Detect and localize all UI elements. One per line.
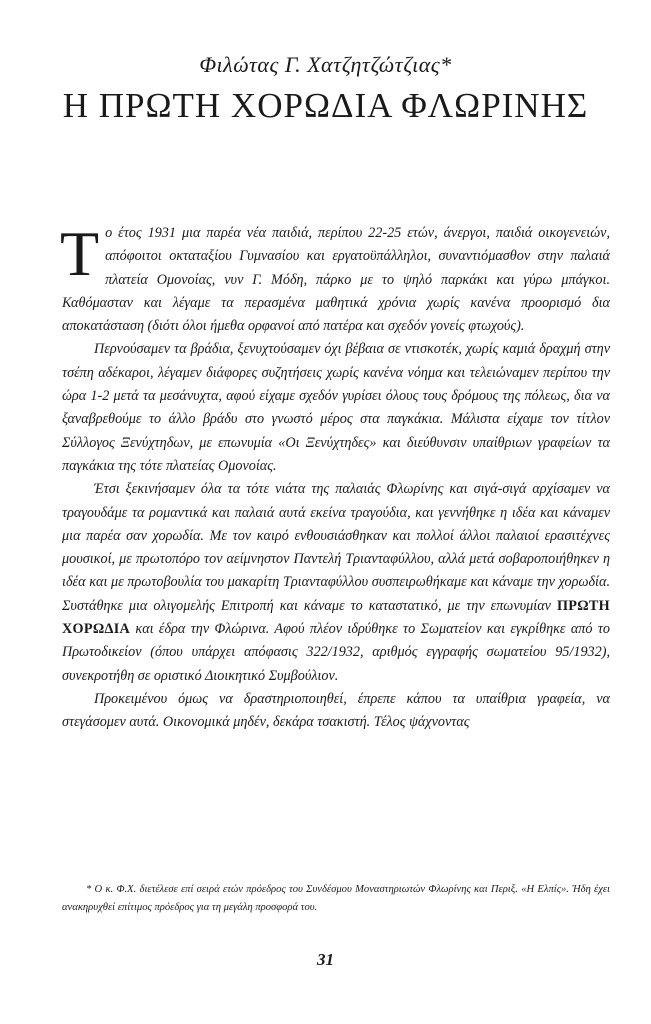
paragraph-1-text: ο έτος 1931 μια παρέα νέα παιδιά, περίπου 22-25 ετών, άνεργοι, παιδιά οικογενειών, απόφοιτοι οκταταξίου Γυμνασίου και εργατοϋπάλληλοι, συναντιόμασθον στην παλαιά πλατεία Ομονοίας, νυν Γ. Μόδη, πάρκο με το ψηλό παρκάκι και γύρω μπάγκοι. Καθόμασταν και λέγαμε τα περασμένα μαθητικά χρόνια χωρίς κανένα προορισμό δια αποκατάσταση (διότι όλοι ήμεθα ορφανοί από πατέρα και σχεδόν γονείς φτωχούς). bbox=[62, 225, 610, 335]
choir-name-bold: ΠΡΩΤΗ ΧΟΡΩΔΙΑ bbox=[62, 597, 610, 638]
paragraph-2: Περνούσαμεν τα βράδια, ξενυχτούσαμεν όχι βέβαια σε ντισκοτέκ, χωρίς καμιά δραχμή στην τσέπη αδέκαροι, λέγαμεν διάφορες συζητήσεις χωρίς κανένα νόημα και τελειώναμεν περίπου την ώρα 1-2 μετά τα μεσάνυχτα, αφού είχαμε σχεδόν γυρίσει όλους τους δρόμους της πόλεως, δια να ξαναβρεθούμε το άλλο βράδυ στο γνωστό μέρος στα παγκάκια. Μάλιστα είχαμε τον τίτλον Σύλλογος Ξενύχτηδων, με επωνυμία «Οι Ξενύχτηδες» και διεύθυνσιν υπαίθριων γραφείων τα παγκάκια της τότε πλατείας Ομονοίας. bbox=[62, 341, 610, 474]
article-title: Η ΠΡΩΤΗ ΧΟΡΩΔΙΑ ΦΛΩΡΙΝΗΣ bbox=[62, 86, 589, 125]
paragraph-1 bbox=[60, 218, 610, 338]
footnote: * Ο κ. Φ.Χ. διετέλεσε επί σειρά ετών πρόεδρος του Συνδέσμου Μοναστηριωτών Φλωρίνης και Περιξ. «Η Ελπίς». Ήδη έχει ανακηρυχθεί επίτιμος πρόεδρος για τη μεγάλη προσφορά του. bbox=[62, 884, 610, 913]
paragraph-3-text-b: και έδρα την Φλώρινα. Αφού πλέον ιδρύθηκε το Σωματείον και εγκρίθηκε από το Πρωτοδικείον (όπου υπάρχει απόφασις 322/1932, αριθμός εγγραφής σωματείου 95/1932), συνεκροτήθη σε οριστικό Διοικητικό Συμβούλιον. bbox=[62, 621, 610, 684]
article-body bbox=[60, 218, 610, 735]
paragraph-3 bbox=[62, 478, 610, 688]
paragraph-4: Προκειμένου όμως να δραστηριοποιηθεί, έπρεπε κάπου τα υπαίθρια γραφεία, να στεγάσομεν αυτά. Οικονομικά μηδέν, δεκάρα τσακιστή. Τέλος ψάχνοντας bbox=[62, 690, 610, 731]
page-number: 31 bbox=[317, 950, 334, 969]
author-name: Φιλώτας Γ. Χατζητζώτζιας* bbox=[199, 52, 452, 77]
drop-cap: Τ bbox=[60, 218, 100, 289]
paragraph-3-text-a: Έτσι ξεκινήσαμεν όλα τα τότε νιάτα της παλαιάς Φλωρίνης και σιγά-σιγά αρχίσαμεν να τραγουδάμε τα ρομαντικά και παλαιά αυτά εκείνα τραγούδια, και γεννήθηκε η ιδέα και κάναμεν μια παρέα σαν χορωδία. Με τον καιρό ενθουσιάσθηκαν και πολλοί άλλοι παλαιοί ερασιτέχνες μουσικοί, με πρωτοπόρο τον αείμνηστον Παντελή Τριανταφύλλου, αλλά μετά σοβαροποιήθηκεν η ιδέα και με πρωτοβουλία του μακαρίτη Τριανταφύλλου συσπειρωθήκαμε και κάναμε την χορωδία. Συστάθηκε μια ολιγομελής Επιτροπή και κάναμε το καταστατικό, με την επωνυμίαν bbox=[62, 481, 610, 614]
